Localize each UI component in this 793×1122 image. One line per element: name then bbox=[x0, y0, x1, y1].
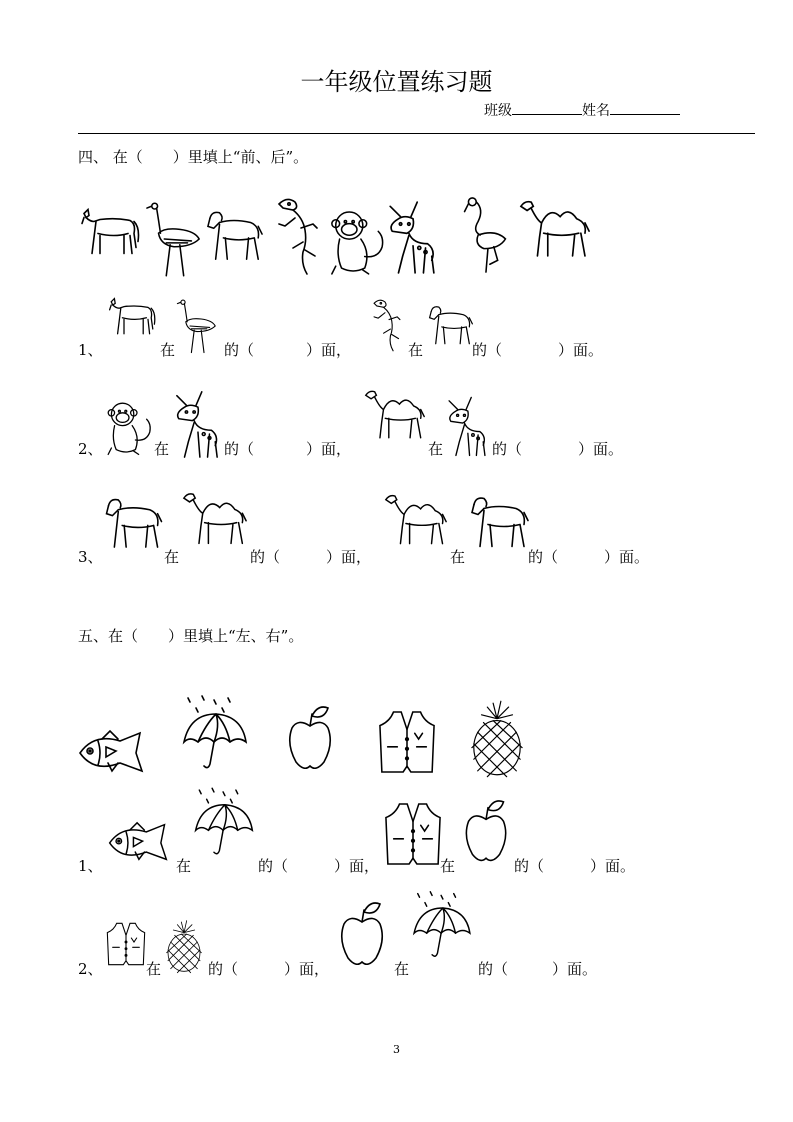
lizard-icon bbox=[272, 196, 324, 276]
apple-icon bbox=[462, 798, 512, 866]
s5-q1-de-1: 的（ bbox=[258, 857, 289, 875]
q2-zai-2: 在 bbox=[428, 440, 444, 458]
header-divider bbox=[78, 133, 755, 134]
q3-de-1: 的（ bbox=[250, 548, 281, 566]
camel-icon bbox=[182, 488, 248, 546]
q3-mian-1: ）面， bbox=[326, 548, 372, 566]
q1-number: 1、 bbox=[78, 341, 103, 359]
s5-q1-mian-1: ）面， bbox=[334, 857, 380, 875]
q3-de-2: 的（ bbox=[528, 548, 559, 566]
deer-icon bbox=[172, 388, 222, 460]
class-label: 班级 bbox=[484, 103, 512, 119]
fish-icon bbox=[106, 818, 170, 866]
q3-mian-2: ）面。 bbox=[604, 548, 650, 566]
pineapple-icon bbox=[468, 698, 526, 778]
section5-heading: 五、在（ ）里填上“左、右”。 bbox=[78, 627, 304, 645]
monkey-icon bbox=[328, 208, 386, 276]
s5-q2-de-1: 的（ bbox=[208, 960, 239, 978]
vest-icon bbox=[378, 708, 436, 776]
q1-zai-2: 在 bbox=[408, 341, 424, 359]
goat-icon bbox=[206, 208, 264, 263]
q2-mian-1: ）面， bbox=[306, 440, 352, 458]
s5-q1-number: 1、 bbox=[78, 857, 103, 875]
camel-icon bbox=[518, 196, 592, 258]
camel-icon bbox=[364, 386, 426, 440]
umbrella-icon bbox=[410, 890, 474, 962]
page-number: 3 bbox=[393, 1043, 400, 1056]
q2-de-1: 的（ bbox=[224, 440, 255, 458]
q2-mian-2: ）面。 bbox=[578, 440, 624, 458]
flamingo-icon bbox=[460, 196, 510, 274]
camel-icon bbox=[384, 490, 448, 546]
section4-heading: 四、 在（ ）里填上“前、后”。 bbox=[78, 148, 309, 166]
s5-q1-zai-2: 在 bbox=[440, 857, 456, 875]
q1-zai-1: 在 bbox=[160, 341, 176, 359]
vest-icon bbox=[384, 800, 442, 868]
lizard-icon bbox=[370, 296, 404, 354]
deer-icon bbox=[444, 394, 490, 458]
s5-q2-zai-2: 在 bbox=[394, 960, 410, 978]
s5-q2-zai-1: 在 bbox=[146, 960, 162, 978]
donkey-icon bbox=[80, 205, 140, 260]
q1-mian-1: ）面， bbox=[306, 341, 352, 359]
s5-q2-de-2: 的（ bbox=[478, 960, 509, 978]
q2-number: 2、 bbox=[78, 440, 103, 458]
class-name-line bbox=[484, 100, 680, 120]
deer-icon bbox=[386, 198, 438, 276]
ostrich-icon bbox=[145, 200, 203, 278]
q3-zai-2: 在 bbox=[450, 548, 466, 566]
q3-zai-1: 在 bbox=[164, 548, 180, 566]
s5-q1-mian-2: ）面。 bbox=[590, 857, 636, 875]
s5-q2-mian-1: ）面， bbox=[284, 960, 330, 978]
s5-q2-mian-2: ）面。 bbox=[552, 960, 598, 978]
fish-icon bbox=[76, 726, 146, 778]
page-title: 一年级位置练习题 bbox=[300, 68, 493, 96]
q2-zai-1: 在 bbox=[154, 440, 170, 458]
name-blank[interactable] bbox=[610, 102, 680, 115]
q3-number: 3、 bbox=[78, 548, 103, 566]
umbrella-icon bbox=[192, 786, 256, 860]
q1-de-1: 的（ bbox=[224, 341, 255, 359]
monkey-icon bbox=[104, 400, 154, 456]
q1-de-2: 的（ bbox=[472, 341, 503, 359]
s5-q1-de-2: 的（ bbox=[514, 857, 545, 875]
class-blank[interactable] bbox=[512, 102, 582, 115]
apple-icon bbox=[286, 704, 336, 774]
name-label: 姓名 bbox=[582, 103, 610, 119]
goat-icon bbox=[104, 496, 164, 550]
q2-de-2: 的（ bbox=[492, 440, 523, 458]
donkey-icon bbox=[108, 296, 156, 338]
goat-icon bbox=[470, 494, 530, 550]
goat-icon bbox=[428, 304, 474, 346]
apple-icon bbox=[338, 900, 388, 970]
q1-mian-2: ）面。 bbox=[558, 341, 604, 359]
s5-q2-number: 2、 bbox=[78, 960, 103, 978]
umbrella-icon bbox=[180, 694, 250, 774]
pineapple-icon bbox=[164, 918, 204, 974]
s5-q1-zai-1: 在 bbox=[176, 857, 192, 875]
vest-icon bbox=[106, 918, 146, 970]
ostrich-icon bbox=[176, 298, 218, 354]
